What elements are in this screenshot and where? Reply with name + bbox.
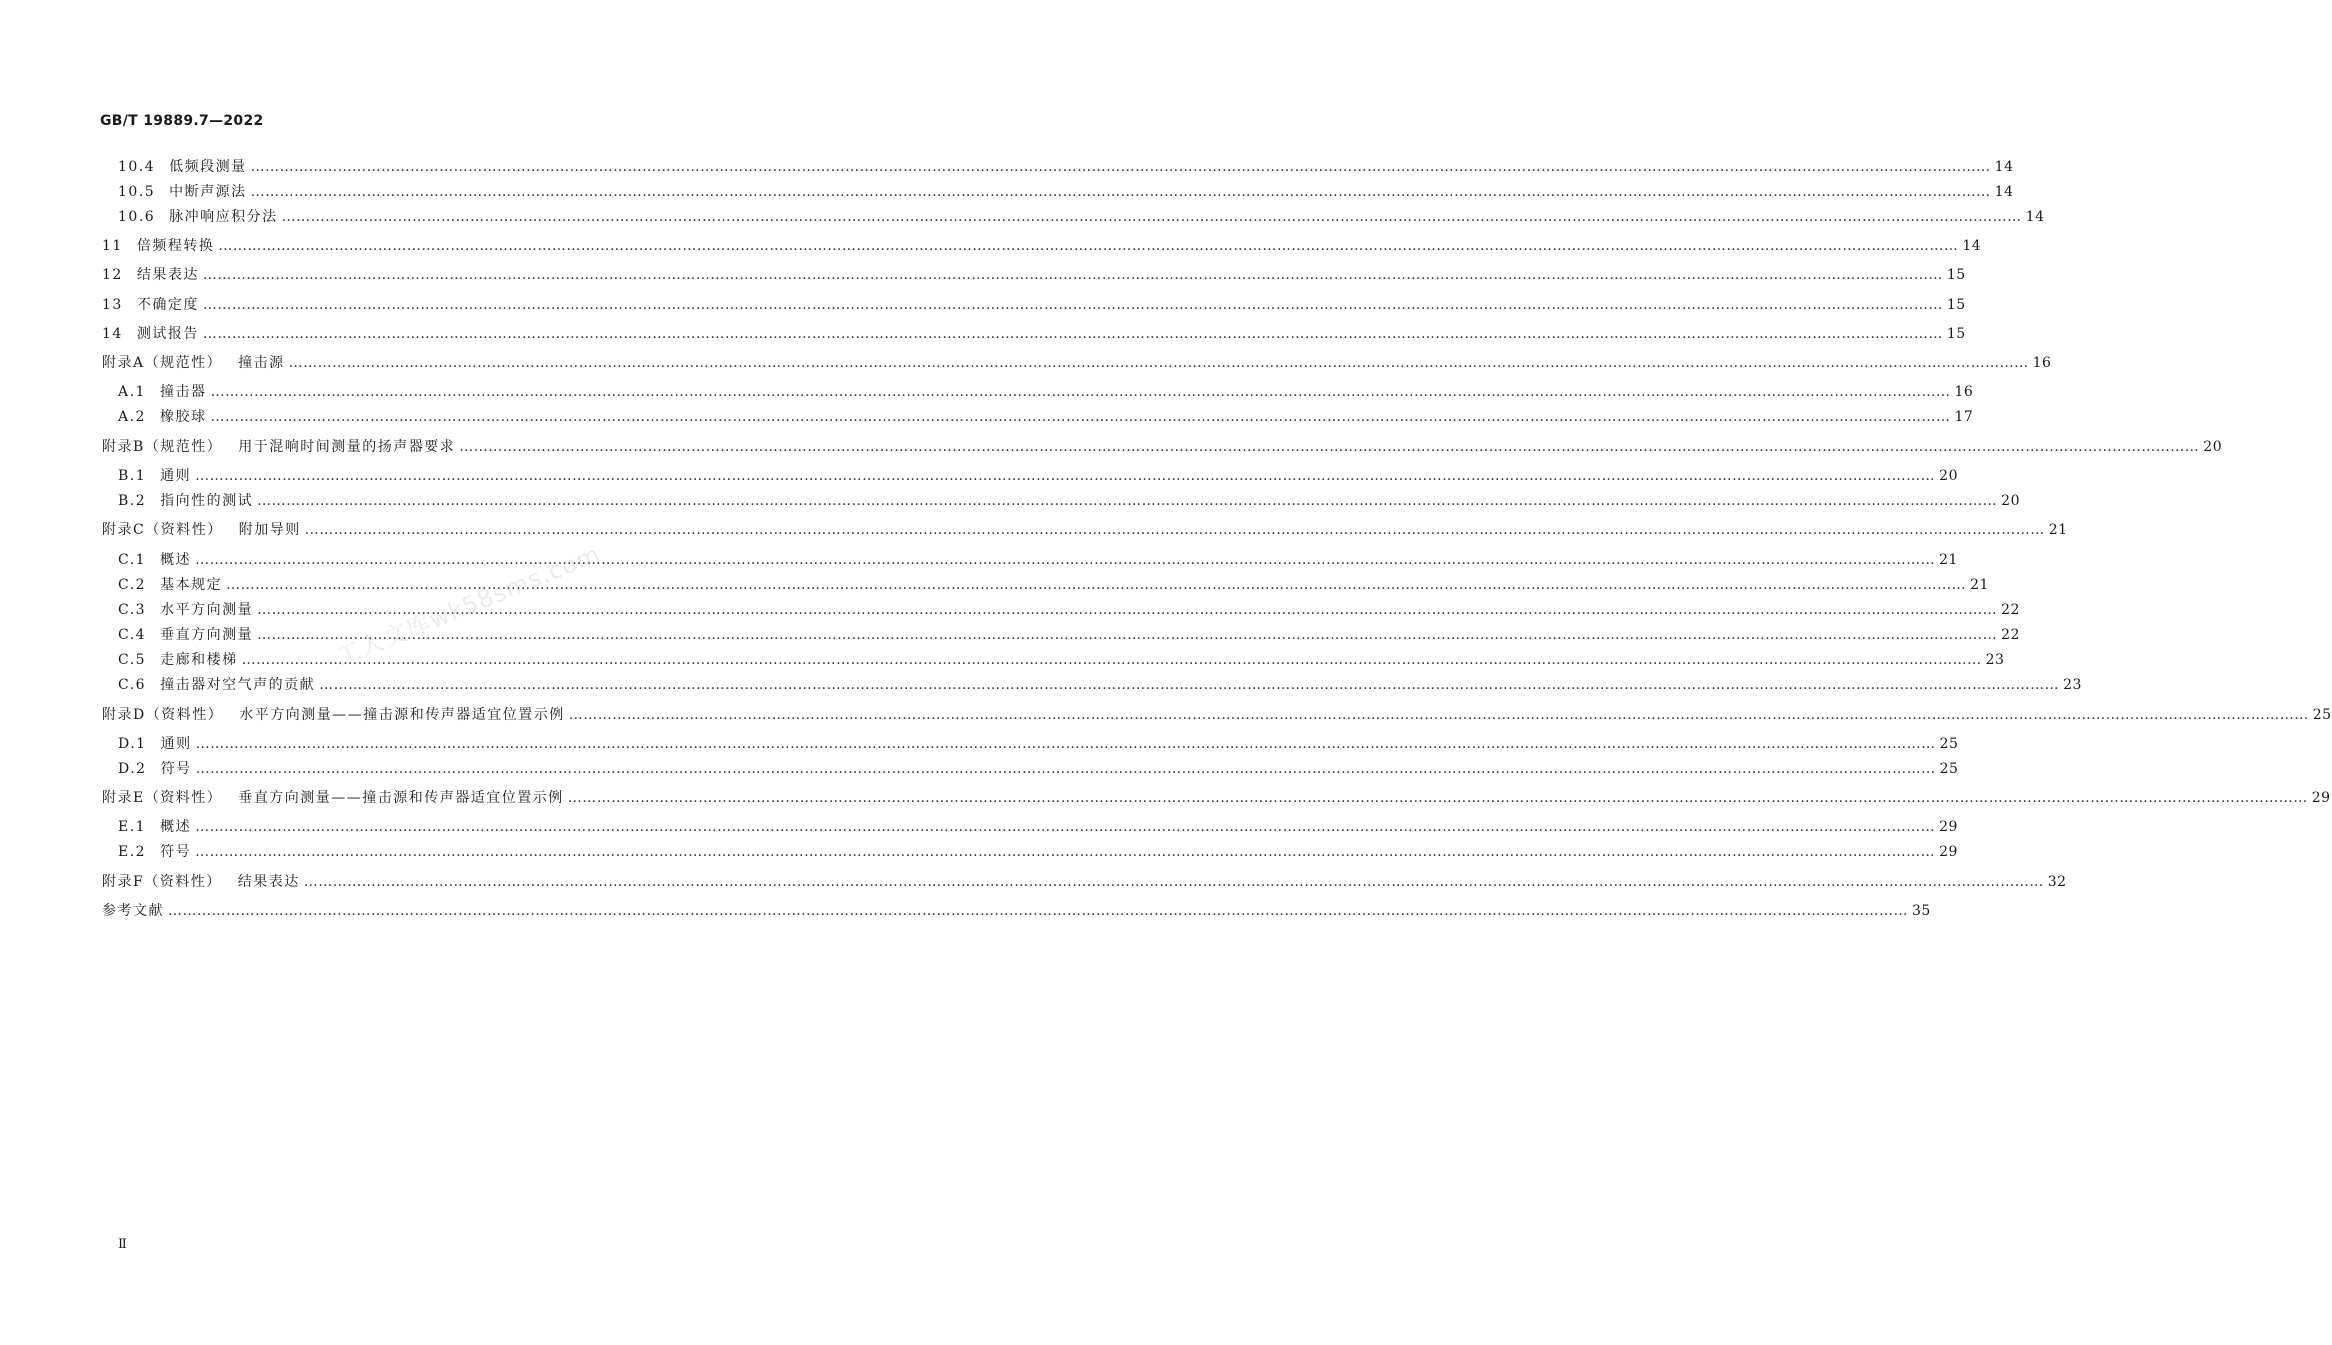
toc-entry-title: 符号 (160, 761, 192, 777)
toc-entry-title: 结果表达 (136, 267, 199, 283)
toc-entry-page: 25 (1939, 761, 1959, 777)
toc-entry-page: 32 (2047, 874, 2067, 890)
toc-leader-dots: ……………………………………………………………………………………………………………………………………………………………………………………………………………………………………………………………………………………………………………………………… (195, 468, 1936, 484)
toc-entry-title: 测试报告 (136, 326, 199, 342)
toc-entry-page: 35 (1912, 903, 1931, 919)
toc-leader-dots: ……………………………………………………………………………………………………………………………………………………………………………………………………………………………………………………………………………………………………………………………… (257, 627, 1998, 643)
toc-entry-title: 概述 (160, 819, 192, 835)
toc-entry[interactable] (102, 873, 2067, 891)
toc-entry-number: C.1 (118, 552, 147, 568)
toc-leader-dots: ……………………………………………………………………………………………………………………………………………………………………………………………………………………………………………………………………………………………………………………………… (241, 652, 1982, 668)
toc-entry-title: 中断声源法 (169, 184, 247, 200)
toc-leader-dots: ……………………………………………………………………………………………………………………………………………………………………………………………………………………………………………………………………………………………………………………………… (281, 209, 2022, 225)
toc-entry-number: B.2 (118, 493, 147, 509)
toc-entry-number: B.1 (118, 468, 147, 484)
toc-entry[interactable] (118, 158, 2014, 176)
toc-entry-number: C.4 (118, 627, 147, 643)
toc-entry[interactable] (102, 296, 1966, 314)
toc-entry-page: 14 (1994, 159, 2014, 175)
toc-entry-title: 概述 (160, 552, 192, 568)
toc-entry[interactable] (118, 843, 1958, 861)
toc-entry-number: A.1 (118, 384, 146, 400)
toc-entry[interactable] (102, 354, 2052, 372)
toc-leader-dots: ……………………………………………………………………………………………………………………………………………………………………………………………………………………………………………………………………………………………………………………………… (210, 409, 1951, 425)
toc-entry-number: 附录D（资料性） (102, 707, 224, 723)
toc-entry[interactable] (102, 325, 1966, 343)
toc-entry-page: 14 (1994, 184, 2014, 200)
toc-entry[interactable] (118, 735, 1959, 753)
toc-entry-title: 撞击器对空气声的贡献 (160, 677, 316, 693)
toc-entry-page: 21 (1970, 577, 1989, 593)
toc-entry-title: 水平方向测量——撞击源和传声器适宜位置示例 (239, 707, 565, 723)
toc-entry[interactable] (102, 266, 1966, 284)
toc-entry-number: 12 (102, 267, 123, 283)
toc-entry-page: 14 (2025, 209, 2045, 225)
toc-entry[interactable] (118, 383, 1974, 401)
toc-entry-title: 水平方向测量 (160, 602, 254, 618)
toc-entry-number: C.3 (118, 602, 147, 618)
toc-entry-title: 通则 (160, 736, 192, 752)
toc-leader-dots: ……………………………………………………………………………………………………………………………………………………………………………………………………………………………………………………………………………………………………………………………… (202, 267, 1943, 283)
toc-entry[interactable] (118, 651, 2005, 669)
toc-entry-title: 不确定度 (136, 297, 199, 313)
toc-entry[interactable] (118, 760, 1959, 778)
toc-entry[interactable] (118, 818, 1958, 836)
toc-entry-number: 附录E（资料性） (102, 790, 223, 806)
toc-entry-number: 10.6 (118, 209, 156, 225)
toc-leader-dots: ……………………………………………………………………………………………………………………………………………………………………………………………………………………………………………………………………………………………………………………………… (568, 707, 2309, 723)
toc-entry-title: 用于混响时间测量的扬声器要求 (238, 439, 456, 455)
toc-leader-dots: ……………………………………………………………………………………………………………………………………………………………………………………………………………………………………………………………………………………………………………………………… (195, 819, 1936, 835)
toc-entry-title: 撞击源 (238, 355, 285, 371)
document-code-header: GB/T 19889.7—2022 (100, 113, 264, 129)
page-number-footer: Ⅱ (118, 1237, 127, 1252)
toc-entry[interactable] (102, 438, 2223, 456)
toc-leader-dots: ……………………………………………………………………………………………………………………………………………………………………………………………………………………………………………………………………………………………………………………………… (195, 552, 1936, 568)
toc-leader-dots: ……………………………………………………………………………………………………………………………………………………………………………………………………………………………………………………………………………………………………………………………… (303, 874, 2044, 890)
toc-entry-page: 25 (1939, 736, 1959, 752)
toc-entry-page: 14 (1962, 238, 1982, 254)
toc-entry-title: 倍频程转换 (136, 238, 215, 254)
toc-entry-number: 附录B（规范性） (102, 439, 223, 455)
toc-leader-dots: ……………………………………………………………………………………………………………………………………………………………………………………………………………………………………………………………………………………………………………………………… (319, 677, 2060, 693)
toc-entry-title: 橡胶球 (159, 409, 207, 425)
toc-entry[interactable] (102, 237, 1982, 255)
toc-leader-dots: ……………………………………………………………………………………………………………………………………………………………………………………………………………………………………………………………………………………………………………………………… (567, 790, 2308, 806)
toc-leader-dots: ……………………………………………………………………………………………………………………………………………………………………………………………………………………………………………………………………………………………………………………………… (210, 384, 1951, 400)
toc-entry[interactable] (102, 521, 2068, 539)
toc-entry-page: 25 (2312, 707, 2332, 723)
toc-entry-page: 20 (2203, 439, 2223, 455)
toc-leader-dots: ……………………………………………………………………………………………………………………………………………………………………………………………………………………………………………………………………………………………………………………………… (250, 159, 1991, 175)
toc-entry-number: A.2 (118, 409, 146, 425)
toc-entry-number: 附录F（资料性） (102, 874, 222, 890)
toc-entry-page: 21 (1939, 552, 1958, 568)
toc-leader-dots: ……………………………………………………………………………………………………………………………………………………………………………………………………………………………………………………………………………………………………………………………… (218, 238, 1959, 254)
toc-entry-page: 20 (1939, 468, 1958, 484)
toc-entry-title: 基本规定 (160, 577, 223, 593)
toc-entry-page: 21 (2048, 522, 2068, 538)
toc-entry[interactable] (118, 551, 1958, 569)
toc-entry-number: E.2 (118, 844, 147, 860)
toc-entry[interactable] (118, 626, 2020, 644)
toc-entry-title: 指向性的测试 (160, 493, 254, 509)
toc-entry-page: 22 (2001, 602, 2020, 618)
toc-entry-title: 撞击器 (159, 384, 207, 400)
toc-leader-dots: ……………………………………………………………………………………………………………………………………………………………………………………………………………………………………………………………………………………………………………………………… (226, 577, 1967, 593)
toc-entry-number: 10.5 (118, 184, 156, 200)
toc-entry[interactable] (118, 467, 1958, 485)
toc-entry-title: 符号 (160, 844, 192, 860)
toc-entry[interactable] (102, 706, 2332, 724)
toc-entry[interactable] (118, 183, 2014, 201)
toc-entry-number: 附录A（规范性） (102, 355, 223, 371)
toc-entry-number: 10.4 (118, 159, 156, 175)
toc-entry-title: 结果表达 (237, 874, 300, 890)
toc-entry-page: 15 (1946, 297, 1966, 313)
toc-entry-page: 29 (1939, 819, 1958, 835)
toc-entry-title: 垂直方向测量——撞击源和传声器适宜位置示例 (238, 790, 564, 806)
toc-entry[interactable] (118, 676, 2082, 694)
toc-leader-dots: ……………………………………………………………………………………………………………………………………………………………………………………………………………………………………………………………………………………………………………………………… (195, 761, 1936, 777)
toc-entry-page: 29 (1939, 844, 1958, 860)
toc-leader-dots: ……………………………………………………………………………………………………………………………………………………………………………………………………………………………………………………………………………………………………………………………… (202, 297, 1943, 313)
toc-entry-number: D.2 (118, 761, 147, 777)
toc-entry-title: 附加导则 (238, 522, 301, 538)
watermark: 工人文库wk58sms.com (332, 539, 605, 672)
toc-entry-number: E.1 (118, 819, 147, 835)
toc-entry-page: 16 (1954, 384, 1974, 400)
toc-leader-dots: ……………………………………………………………………………………………………………………………………………………………………………………………………………………………………………………………………………………………………………………………… (288, 355, 2029, 371)
toc-leader-dots: ……………………………………………………………………………………………………………………………………………………………………………………………………………………………………………………………………………………………………………………………… (459, 439, 2200, 455)
toc-entry-page: 16 (2032, 355, 2052, 371)
toc-entry-number: C.6 (118, 677, 147, 693)
toc-entry-page: 29 (2311, 790, 2331, 806)
toc-entry-number: 13 (102, 297, 123, 313)
toc-entry-page: 15 (1946, 267, 1966, 283)
toc-entry-number: 14 (102, 326, 123, 342)
toc-entry-page: 23 (1985, 652, 2005, 668)
toc-entry-number: C.5 (118, 652, 147, 668)
toc-entry-title: 脉冲响应积分法 (169, 209, 278, 225)
toc-entry[interactable] (118, 492, 2020, 510)
toc-leader-dots: ……………………………………………………………………………………………………………………………………………………………………………………………………………………………………………………………………………………………………………………………… (250, 184, 1991, 200)
toc-entry-title: 参考文献 (102, 903, 164, 919)
toc-entry[interactable] (118, 208, 2045, 226)
toc-entry-title: 垂直方向测量 (160, 627, 254, 643)
toc-entry-page: 22 (2001, 627, 2020, 643)
toc-entry-number: C.2 (118, 577, 147, 593)
toc-entry[interactable] (118, 408, 1974, 426)
toc-entry[interactable] (102, 789, 2331, 807)
toc-entry-number: 11 (102, 238, 123, 254)
toc-leader-dots: ……………………………………………………………………………………………………………………………………………………………………………………………………………………………………………………………………………………………………………………………… (202, 326, 1943, 342)
toc-entry-number: D.1 (118, 736, 147, 752)
toc-leader-dots: ……………………………………………………………………………………………………………………………………………………………………………………………………………………………………………………………………………………………………………………………… (195, 844, 1936, 860)
toc-entry[interactable] (102, 902, 1931, 920)
toc-entry-title: 低频段测量 (169, 159, 247, 175)
toc-entry-page: 17 (1954, 409, 1974, 425)
toc-leader-dots: ……………………………………………………………………………………………………………………………………………………………………………………………………………………………………………………………………………………………………………………………… (257, 602, 1998, 618)
toc-entry-number: 附录C（资料性） (102, 522, 223, 538)
toc-entry-page: 23 (2063, 677, 2082, 693)
toc-leader-dots: ……………………………………………………………………………………………………………………………………………………………………………………………………………………………………………………………………………………………………………………………… (195, 736, 1936, 752)
toc-leader-dots: ……………………………………………………………………………………………………………………………………………………………………………………………………………………………………………………………………………………………………………………………… (168, 903, 1908, 919)
toc-entry-title: 通则 (160, 468, 192, 484)
toc-leader-dots: ……………………………………………………………………………………………………………………………………………………………………………………………………………………………………………………………………………………………………………………………… (304, 522, 2045, 538)
toc-leader-dots: ……………………………………………………………………………………………………………………………………………………………………………………………………………………………………………………………………………………………………………………………… (257, 493, 1998, 509)
toc-entry-page: 15 (1946, 326, 1966, 342)
toc-entry-title: 走廊和楼梯 (160, 652, 238, 668)
toc-entry-page: 20 (2001, 493, 2020, 509)
